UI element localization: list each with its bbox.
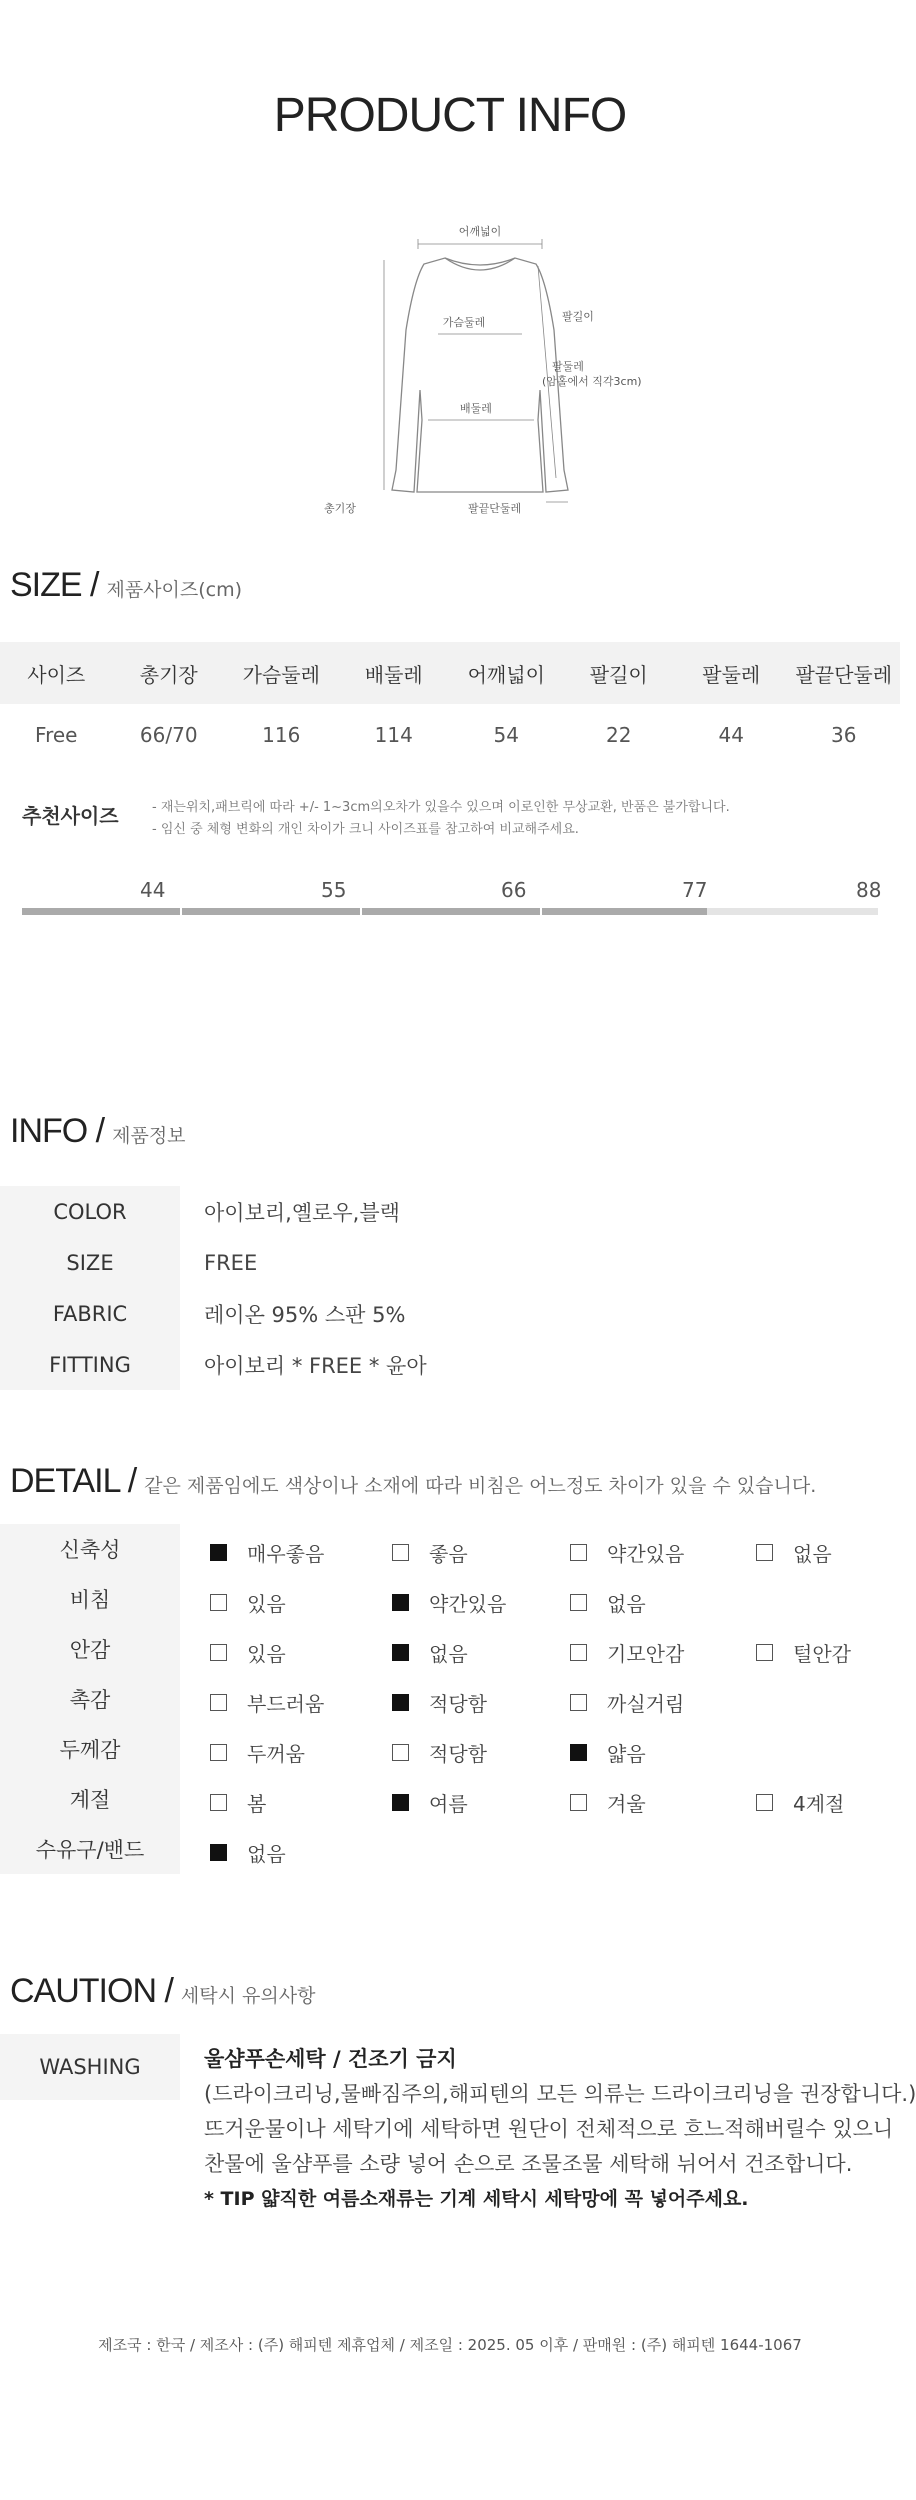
size-col: 배둘레 [364,662,423,687]
size-scale [22,870,900,920]
unchecked-box-icon [392,1744,409,1761]
scale-divider [540,908,542,915]
caution-heading-title: CAUTION / [10,1972,173,2010]
scale-label: 44 [140,878,166,902]
detail-options [180,1824,900,1874]
caution-heading-sub: 세탁시 유의사항 [180,1985,316,2007]
recommend-note: - 재는위치,패브릭에 따라 +/- 1~3cm의오차가 있을수 있으며 이로인한 무상교환, 반품은 불가합니다. [152,800,730,815]
unchecked-box-icon [756,1644,773,1661]
size-table [0,642,900,766]
detail-option [210,1738,305,1767]
detail-row [0,1674,900,1724]
size-cell: 36 [831,723,857,747]
size-table-row [0,704,900,766]
unchecked-box-icon [570,1794,587,1811]
info-table [0,1186,900,1390]
detail-options [180,1624,900,1674]
size-col: 사이즈 [27,662,86,687]
info-value: 아이보리,옐로우,블랙 [204,1200,400,1225]
detail-option [570,1588,646,1617]
caution-tip: * TIP 얇직한 여름소재류는 기계 세탁시 세탁망에 꼭 넣어주세요. [204,2188,749,2210]
detail-option-label: 기모안감 [607,1642,685,1666]
detail-option-label: 얇음 [607,1742,646,1766]
garment-outline [324,220,642,520]
unchecked-box-icon [210,1744,227,1761]
unchecked-box-icon [210,1644,227,1661]
label-arm-circ: 팔둘레 [552,360,584,373]
unchecked-box-icon [570,1694,587,1711]
detail-option [570,1688,684,1717]
detail-row [0,1824,900,1874]
detail-option-label: 없음 [247,1842,286,1866]
detail-table [0,1524,900,1874]
detail-key: 안감 [0,1624,180,1674]
size-cell: 114 [374,723,413,747]
detail-option-label: 없음 [429,1642,468,1666]
size-cell: 66/70 [139,723,198,747]
info-row [0,1339,900,1390]
size-cell: 116 [262,723,301,747]
size-col: 총기장 [139,662,198,687]
unchecked-box-icon [570,1594,587,1611]
size-cell: 44 [718,723,744,747]
info-value: 아이보리 * FREE * 윤아 [204,1353,427,1378]
size-table-header [0,642,900,704]
recommend-size [0,792,900,852]
info-value: FREE [204,1250,258,1275]
detail-key: 계절 [0,1774,180,1824]
unchecked-box-icon [210,1794,227,1811]
detail-option [392,1788,468,1817]
detail-option [210,1638,286,1667]
scale-fill [22,908,707,915]
detail-option [392,1638,468,1667]
checked-box-icon [392,1644,409,1661]
detail-options [180,1674,900,1724]
scale-bar [22,908,878,915]
detail-option [392,1738,487,1767]
size-cell: 22 [606,723,632,747]
detail-options [180,1574,900,1624]
info-row [0,1237,900,1288]
detail-option-label: 두꺼움 [247,1742,305,1766]
detail-row [0,1574,900,1624]
unchecked-box-icon [756,1544,773,1561]
detail-option [210,1838,286,1867]
checked-box-icon [392,1594,409,1611]
detail-option-label: 있음 [247,1592,286,1616]
detail-options [180,1774,900,1824]
detail-option-label: 매우좋음 [247,1542,325,1566]
detail-option [570,1738,646,1767]
info-heading-sub: 제품정보 [112,1125,186,1147]
unchecked-box-icon [392,1544,409,1561]
detail-option [210,1788,266,1817]
unchecked-box-icon [210,1594,227,1611]
detail-option [756,1788,844,1817]
detail-option [210,1588,286,1617]
label-arm-circ-note: (암홀에서 직각3cm) [542,375,642,388]
caution-heading [10,1972,315,2011]
detail-option-label: 털안감 [793,1642,851,1666]
info-row [0,1186,900,1237]
detail-heading-sub: 같은 제품임에도 색상이나 소재에 따라 비침은 어느정도 차이가 있을 수 있습니다. [144,1475,817,1497]
size-col: 팔길이 [589,662,648,687]
size-heading-sub: 제품사이즈(cm) [106,579,243,601]
detail-options [180,1724,900,1774]
detail-row [0,1774,900,1824]
detail-option-label: 약간있음 [429,1592,507,1616]
detail-key: 두께감 [0,1724,180,1774]
detail-option-label: 좋음 [429,1542,468,1566]
detail-option-label: 없음 [607,1592,646,1616]
size-cell: Free [35,723,78,747]
detail-row [0,1724,900,1774]
checked-box-icon [392,1694,409,1711]
scale-divider [360,908,362,915]
garment-diagram [324,220,642,520]
detail-key: 촉감 [0,1674,180,1724]
detail-option [392,1588,506,1617]
size-col: 팔둘레 [702,662,761,687]
detail-option [392,1688,487,1717]
detail-option [570,1788,646,1817]
detail-option [210,1538,324,1567]
detail-option-label: 겨울 [607,1792,646,1816]
size-heading-title: SIZE / [10,566,99,604]
info-key: COLOR [0,1186,180,1237]
detail-option-label: 4계절 [793,1792,845,1816]
detail-option-label: 없음 [793,1542,832,1566]
detail-key: 신축성 [0,1524,180,1574]
detail-option-label: 여름 [429,1792,468,1816]
caution-line: (드라이크리닝,물빠짐주의,해피텐의 모든 의류는 드라이크리닝을 권장합니다.) [204,2082,916,2106]
label-chest: 가슴둘레 [442,316,486,329]
detail-key: 수유구/밴드 [0,1824,180,1874]
detail-option-label: 봄 [247,1792,267,1816]
detail-option-label: 까실거림 [607,1692,685,1716]
detail-option [392,1538,468,1567]
detail-option-label: 적당함 [429,1742,487,1766]
caution-key: WASHING [0,2034,180,2100]
unchecked-box-icon [756,1794,773,1811]
size-col: 팔끝단둘레 [795,662,893,687]
detail-option [210,1688,324,1717]
detail-option-label: 적당함 [429,1692,487,1716]
caution-line: 울샴푸손세탁 / 건조기 금지 [204,2047,457,2071]
caution-line: 찬물에 울샴푸를 소량 넣어 손으로 조물조물 세탁해 뉘어서 건조합니다. [204,2152,853,2176]
detail-row [0,1524,900,1574]
info-heading-title: INFO / [10,1112,105,1150]
scale-label: 55 [321,878,347,902]
size-col: 어깨넓이 [467,662,545,687]
detail-options [180,1524,900,1574]
checked-box-icon [570,1744,587,1761]
scale-divider [180,908,182,915]
info-key: SIZE [0,1237,180,1288]
checked-box-icon [210,1844,227,1861]
label-cuff: 팔끝단둘레 [468,502,522,515]
info-heading [10,1112,186,1151]
label-sleeve-length: 팔길이 [562,310,594,323]
detail-row [0,1624,900,1674]
recommend-note: - 임신 중 체형 변화의 개인 차이가 크니 사이즈표를 참고하여 비교해주세요. [152,822,579,837]
scale-label: 77 [682,878,708,902]
caution-line: 뜨거운물이나 세탁기에 세탁하면 원단이 전체적으로 흐느적해버릴수 있으니 [204,2117,894,2141]
label-shoulder: 어깨넓이 [458,225,502,238]
page-title: PRODUCT INFO [273,89,627,142]
detail-option [570,1638,684,1667]
info-key: FABRIC [0,1288,180,1339]
detail-key: 비침 [0,1574,180,1624]
checked-box-icon [392,1794,409,1811]
caution-text [204,2042,916,2217]
detail-option [756,1638,851,1667]
label-total-length: 총기장 [324,502,356,515]
unchecked-box-icon [570,1544,587,1561]
detail-option-label: 있음 [247,1642,286,1666]
size-heading [10,566,242,605]
detail-option-label: 부드러움 [247,1692,325,1716]
label-waist: 배둘레 [460,402,492,415]
info-key: FITTING [0,1339,180,1390]
detail-option [756,1538,832,1567]
info-row [0,1288,900,1339]
unchecked-box-icon [570,1644,587,1661]
detail-option-label: 약간있음 [607,1542,685,1566]
scale-label: 88 [856,878,882,902]
size-col: 가슴둘레 [242,662,320,687]
detail-heading [10,1462,816,1501]
info-value: 레이온 95% 스판 5% [204,1302,406,1327]
detail-option [570,1538,684,1567]
recommend-label: 추천사이즈 [22,804,119,828]
unchecked-box-icon [210,1694,227,1711]
detail-heading-title: DETAIL / [10,1462,137,1500]
size-cell: 54 [493,723,519,747]
checked-box-icon [210,1544,227,1561]
footer-text: 제조국 : 한국 / 제조사 : (주) 해피텐 제휴업체 / 제조일 : 2025. 05 이후 / 판매원 : (주) 해피텐 1644-1067 [98,2336,802,2354]
scale-label: 66 [501,878,527,902]
